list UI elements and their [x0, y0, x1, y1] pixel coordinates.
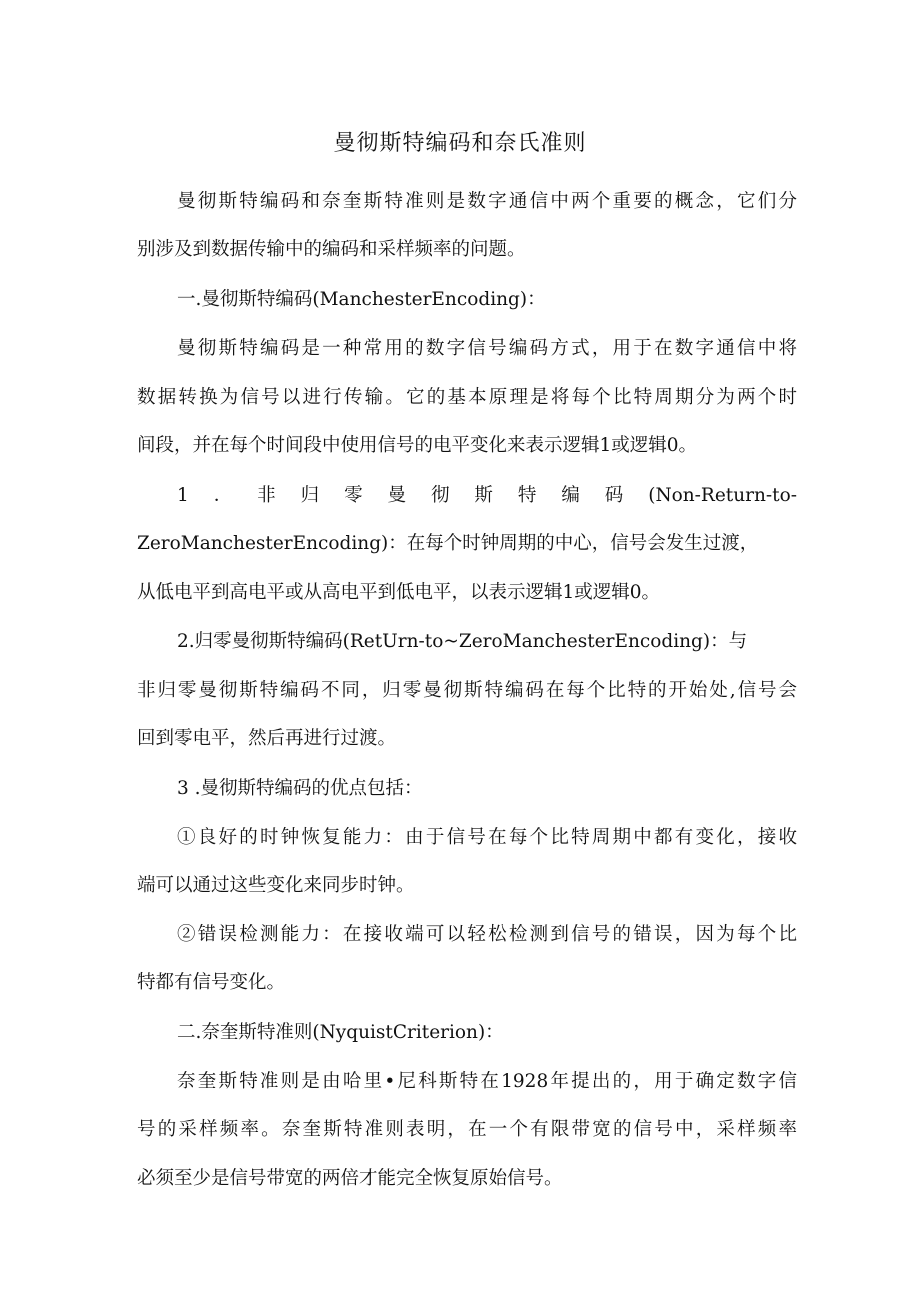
paragraph-line: 别涉及到数据传输中的编码和采样频率的问题。 — [137, 239, 526, 260]
paragraph-line: 曼彻斯特编码是一种常用的数字信号编码方式，用于在数字通信中将 — [177, 338, 797, 359]
paragraph-line: 号的采样频率。奈奎斯特准则表明，在一个有限带宽的信号中，采样频率 — [137, 1119, 797, 1140]
list-item-line: 回到零电平，然后再进行过渡。 — [137, 728, 397, 749]
list-item-line: 从低电平到高电平或从高电平到低电平，以表示逻辑1或逻辑0。 — [137, 582, 661, 603]
advantage-line: ①良好的时钟恢复能力：由于信号在每个比特周期中都有变化，接收 — [177, 827, 797, 848]
advantage-line: ②错误检测能力：在接收端可以轻松检测到信号的错误，因为每个比 — [177, 924, 797, 945]
list-item-line: ZeroManchesterEncoding)：在每个时钟周期的中心，信号会发生过渡， — [137, 533, 759, 554]
section-heading-manchester: 一.曼彻斯特编码(ManchesterEncoding)： — [177, 289, 546, 310]
section-heading-nyquist: 二.奈奎斯特准则(NyquistCriterion)： — [177, 1022, 504, 1043]
list-item-line: 2.归零曼彻斯特编码(RetUrn-to~ZeroManchesterEncoding)：与 — [177, 631, 748, 652]
paragraph-line: 曼彻斯特编码和奈奎斯特准则是数字通信中两个重要的概念，它们分 — [177, 191, 797, 212]
paragraph-line: 奈奎斯特准则是由哈里•尼科斯特在1928年提出的，用于确定数字信 — [177, 1071, 797, 1092]
document-title: 曼彻斯特编码和奈氏准则 — [333, 131, 587, 156]
paragraph-line: 间段，并在每个时间段中使用信号的电平变化来表示逻辑1或逻辑0。 — [137, 435, 698, 456]
advantage-line: 特都有信号变化。 — [137, 972, 286, 993]
list-item-line: 1．非归零曼彻斯特编码(Non-Return-to- — [177, 485, 797, 506]
paragraph-line: 数据转换为信号以进行传输。它的基本原理是将每个比特周期分为两个时 — [137, 387, 797, 408]
list-item-line: 非归零曼彻斯特编码不同，归零曼彻斯特编码在每个比特的开始处,信号会 — [137, 680, 797, 701]
paragraph-line: 必须至少是信号带宽的两倍才能完全恢复原始信号。 — [137, 1168, 563, 1189]
list-item-line: 3 .曼彻斯特编码的优点包括： — [177, 778, 423, 799]
advantage-line: 端可以通过这些变化来同步时钟。 — [137, 875, 415, 896]
